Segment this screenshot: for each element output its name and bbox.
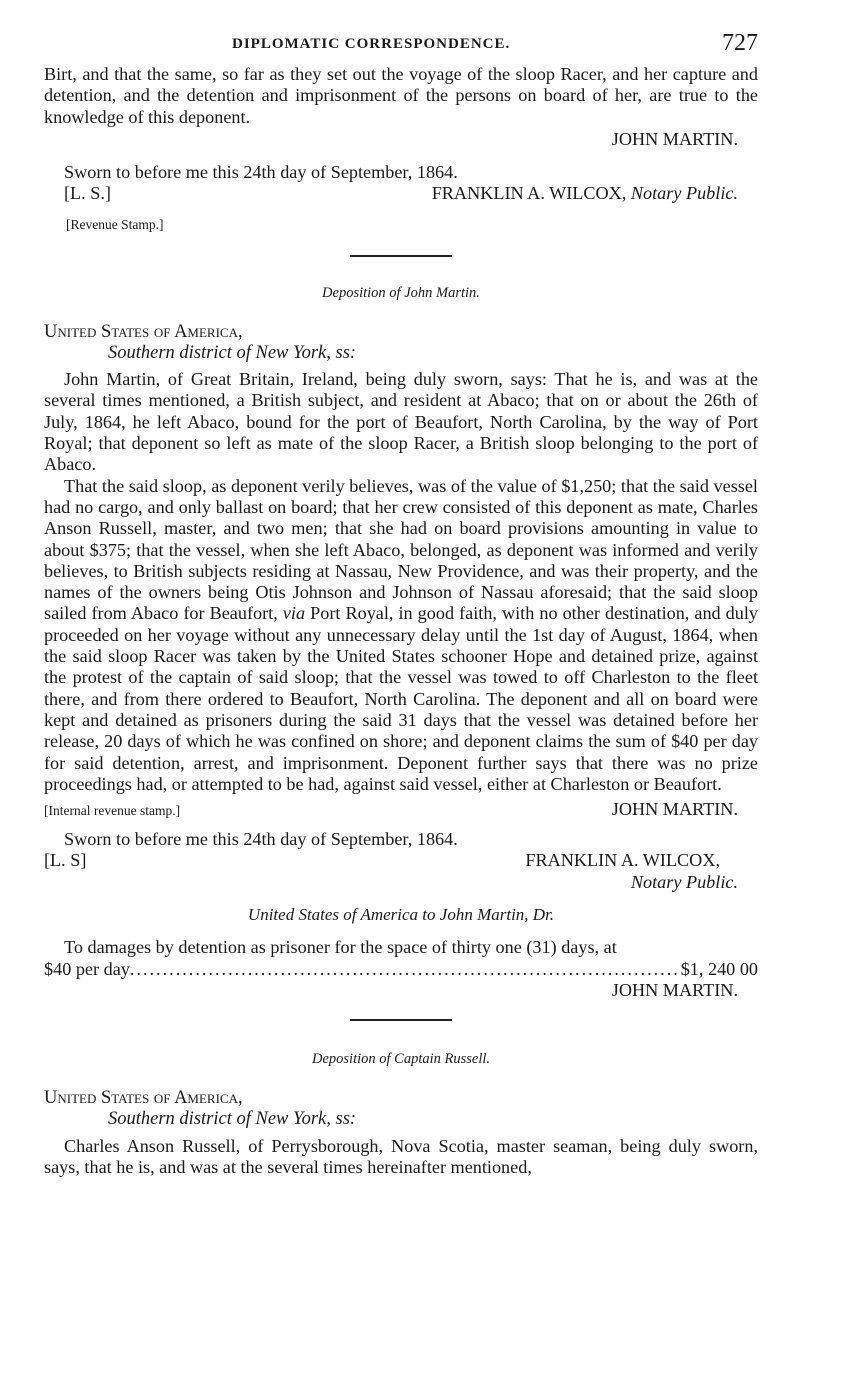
jurat2-seal-line xyxy=(44,850,758,872)
jurat1-stamp: [Revenue Stamp.] xyxy=(66,217,164,233)
page-number: 727 xyxy=(722,30,758,56)
account-dot-leader xyxy=(130,959,681,980)
intro-paragraph: Birt, and that the same, so far as they set out the voyage of the sloop Racer, and her capture and detention, and the detention and imprisonment of the persons on board of her, are true to the knowledge of this deponent. xyxy=(44,64,758,127)
account-line2-label: $40 per day xyxy=(44,958,130,979)
account-signature: JOHN MARTIN. xyxy=(611,979,738,1000)
jurat2-sworn: Sworn to before me this 24th day of September, 1864. xyxy=(64,829,458,850)
deposition2-title: Deposition of Captain Russell. xyxy=(311,1050,491,1067)
jurat2-notary-name: FRANKLIN A. WILCOX, xyxy=(525,850,720,871)
jurat1-seal: [L. S.] xyxy=(64,183,111,204)
deposition1-paragraph2-part1: That the said sloop, as deponent verily believes, was of the value of $1,250; that the said vessel had no cargo, and only ballast on board; that her crew consisted of this deponent as mate, Charles Anson Russell, master, and two men; that she had on board provisions amounting in value to about $375; that the vessel, when she left Abaco, belonged, as deponent was informed and verily believes, to British subjects residing at Nassau, New Providence, and was their property, and the names of the owners being Otis Johnson and Johnson of Nassau aforesaid; that the said sloop sailed from Abaco for Beaufort, xyxy=(44,475,758,624)
deposition1-title: Deposition of John Martin. xyxy=(322,285,480,302)
section-divider-1 xyxy=(350,255,452,257)
intro-signature: JOHN MARTIN. xyxy=(611,128,738,149)
running-header xyxy=(44,30,758,64)
jurat1-notary-title: Notary Public. xyxy=(630,183,738,204)
deposition1-venue-district: Southern district of New York, ss: xyxy=(108,343,357,364)
deposition2-venue-district: Southern district of New York, ss: xyxy=(108,1108,357,1129)
deposition1-stamp-line xyxy=(44,799,758,821)
jurat1-notary-name: FRANKLIN A. WILCOX, xyxy=(431,183,627,204)
header-title: DIPLOMATIC CORRESPONDENCE. xyxy=(232,36,511,52)
account-amount: $1, 240 00 xyxy=(680,958,758,979)
deposition2-paragraph1: Charles Anson Russell, of Perrysborough, Nova Scotia, master seaman, being duly sworn, says, that he is, and was at the several times hereinafter mentioned, xyxy=(44,1135,758,1178)
deposition1-venue-country: United States of America, xyxy=(44,322,243,343)
deposition1-stamp: [Internal revenue stamp.] xyxy=(44,803,181,819)
deposition1-paragraph1: John Martin, of Great Britain, Ireland, being duly sworn, says: That he is, and was at the several times mentioned, a British subject, and resident at Abaco; that on or about the 26th of July, 1864, he left Abaco, bound for the port of Beaufort, North Carolina, by the way of Port Royal; that deponent so left as mate of the sloop Racer, a British sloop belonging to the port of Abaco. xyxy=(44,369,758,475)
jurat1-seal-line xyxy=(44,183,758,205)
deposition1-signature: JOHN MARTIN. xyxy=(611,799,738,820)
account-line1: To damages by detention as prisoner for the space of thirty one (31) days, at xyxy=(64,937,617,958)
jurat1-sworn: Sworn to before me this 24th day of September, 1864. xyxy=(64,161,458,182)
account-title: United States of America to John Martin, Dr. xyxy=(247,905,555,925)
jurat2-notary-title: Notary Public. xyxy=(630,872,738,893)
deposition1-paragraph2-part2: Port Royal, in good faith, with no other destination, and duly proceeded on her voyage without any unnecessary delay until the 1st day of August, 1864, when the said sloop Racer was taken by the United States schooner Hope and detained prize, against the protest of the captain of said sloop; that the vessel was towed to off Charleston to the fleet there, and from there ordered to Beaufort, North Carolina. The deponent and all on board were kept and detained as prisoners during the said 31 days that the vessel was detained before her release, 20 days of which he was confined on shore; and deponent claims the sum of $40 per day for said detention, arrest, and imprisonment. Deponent further says that there was no prize proceedings had, or attempted to be had, against said vessel, either at Charleston or Beaufort. xyxy=(44,603,759,794)
deposition1-paragraph2 xyxy=(44,476,758,795)
document-page xyxy=(44,30,758,1178)
jurat2-seal: [L. S] xyxy=(44,850,87,871)
deposition1-paragraph2-via: via xyxy=(282,603,306,624)
deposition2-venue-country: United States of America, xyxy=(44,1087,243,1108)
section-divider-2 xyxy=(350,1019,452,1021)
account-line2 xyxy=(44,959,758,980)
jurat1-notary xyxy=(432,183,738,204)
